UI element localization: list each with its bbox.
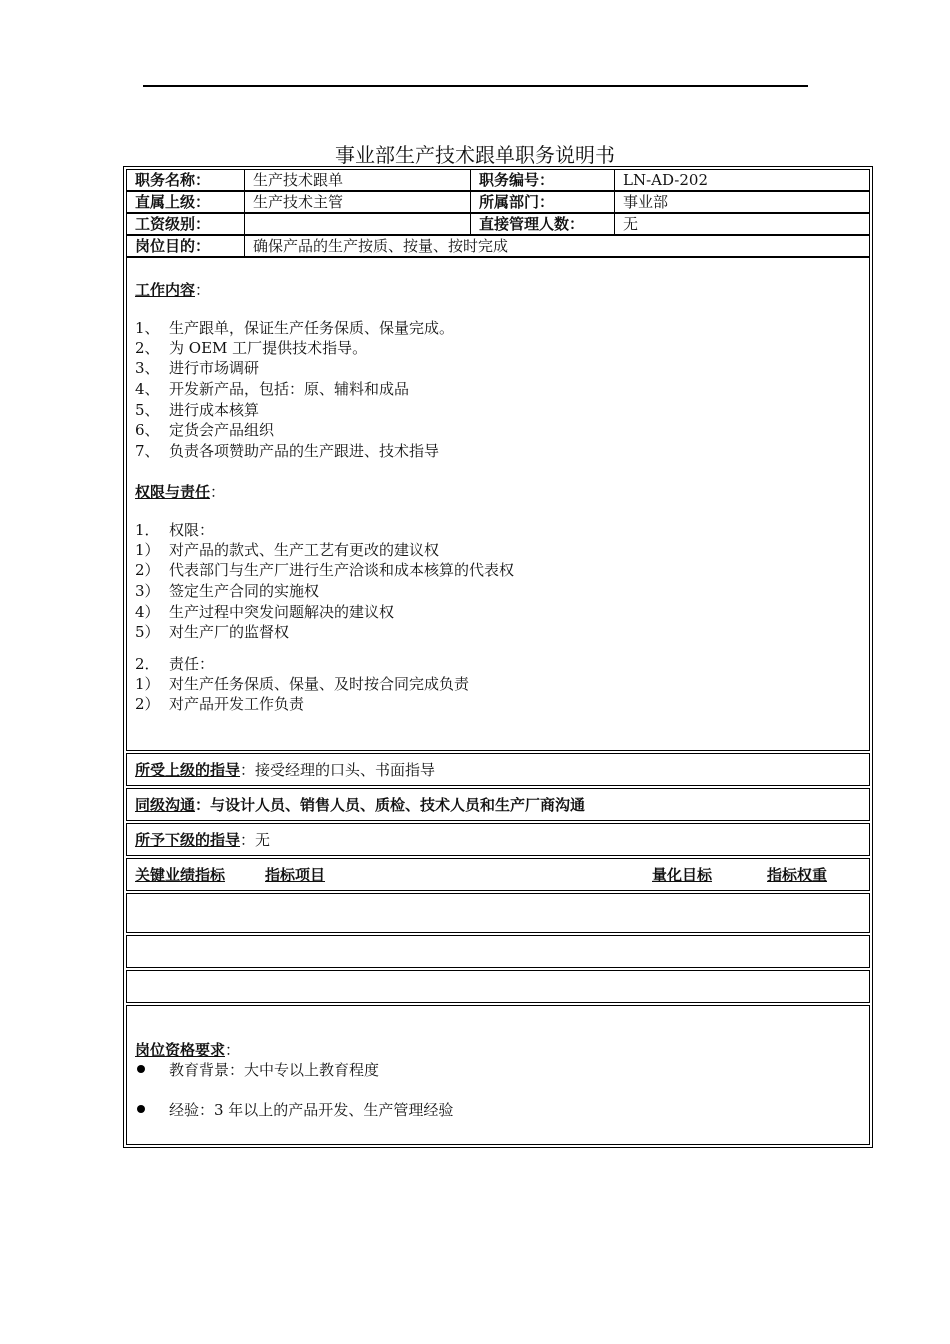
bullet-icon	[137, 1065, 145, 1073]
salary-grade-value	[245, 214, 471, 234]
kpi-header-row	[126, 858, 870, 891]
superior-guidance-row	[126, 753, 870, 786]
superior-label: 直属上级：	[127, 192, 245, 212]
work-item: 7、 负责各项赞助产品的生产跟进、技术指导	[135, 442, 440, 460]
kpi-col-item: 指标项目	[265, 866, 326, 884]
header-row-3	[126, 213, 870, 235]
superior-value: 生产技术主管	[245, 192, 471, 212]
work-item: 5、 进行成本核算	[135, 401, 260, 419]
header-row-2	[126, 191, 870, 213]
salary-grade-label: 工资级别：	[127, 214, 245, 234]
subordinate-guidance-row	[126, 823, 870, 856]
kpi-col-weight: 指标权重	[767, 866, 828, 884]
kpi-col-indicator: 关键业绩指标	[135, 866, 226, 884]
purpose-value: 确保产品的生产按质、按量、按时完成	[253, 237, 509, 255]
qualification-item: 经验：3 年以上的产品开发、生产管理经验	[135, 1100, 453, 1120]
purpose-label: 岗位目的：	[127, 236, 245, 256]
power-item: 1） 对产品的款式、生产工艺有更改的建议权	[135, 541, 440, 559]
main-content-section	[126, 257, 870, 751]
subordinate-guidance-text: 所予下级的指导：无	[135, 831, 271, 849]
job-name-label: 职务名称：	[127, 170, 245, 190]
duty-title: 2． 责任：	[135, 655, 215, 673]
job-name-value: 生产技术跟单	[245, 170, 471, 190]
document-title: 事业部生产技术跟单职务说明书	[335, 143, 615, 167]
work-item: 4、 开发新产品，包括：原、辅料和成品	[135, 380, 410, 398]
peer-communication-text: 同级沟通：与设计人员、销售人员、质检、技术人员和生产厂商沟通	[135, 796, 586, 814]
duty-item: 1） 对生产任务保质、保量、及时按合同完成负责	[135, 675, 470, 693]
work-item: 6、 定货会产品组织	[135, 421, 275, 439]
work-item: 1、 生产跟单，保证生产任务保质、保量完成。	[135, 319, 455, 337]
power-item: 5） 对生产厂的监督权	[135, 623, 290, 641]
kpi-empty-row	[126, 893, 870, 933]
bullet-icon	[137, 1105, 145, 1113]
power-title: 1． 权限：	[135, 521, 215, 539]
header-rule	[143, 85, 808, 87]
duty-item: 2） 对产品开发工作负责	[135, 695, 305, 713]
rights-heading: 权限与责任：	[135, 483, 226, 501]
direct-reports-label: 直接管理人数：	[471, 214, 615, 234]
power-item: 3） 签定生产合同的实施权	[135, 582, 320, 600]
power-item: 2） 代表部门与生产厂进行生产洽谈和成本核算的代表权	[135, 561, 515, 579]
power-item: 4） 生产过程中突发问题解决的建议权	[135, 603, 395, 621]
qualification-heading: 岗位资格要求：	[135, 1041, 241, 1059]
qualification-item: 教育背景：大中专以上教育程度	[135, 1060, 379, 1080]
peer-communication-row	[126, 788, 870, 821]
kpi-empty-row	[126, 970, 870, 1003]
department-value: 事业部	[623, 193, 669, 211]
qualification-section	[126, 1005, 870, 1145]
purpose-row	[126, 235, 870, 257]
department-label: 所属部门：	[471, 192, 615, 212]
kpi-empty-row	[126, 935, 870, 968]
work-item: 3、 进行市场调研	[135, 359, 260, 377]
job-code-value: LN-AD-202	[623, 171, 708, 189]
header-row-1	[126, 169, 870, 191]
superior-guidance-text: 所受上级的指导：接受经理的口头、书面指导	[135, 761, 436, 779]
kpi-col-target: 量化目标	[652, 866, 713, 884]
direct-reports-value: 无	[623, 215, 639, 233]
job-code-label: 职务编号：	[471, 170, 615, 190]
job-description-table	[123, 166, 873, 1148]
work-item: 2、 为 OEM 工厂提供技术指导。	[135, 339, 368, 357]
work-heading: 工作内容：	[135, 281, 211, 299]
